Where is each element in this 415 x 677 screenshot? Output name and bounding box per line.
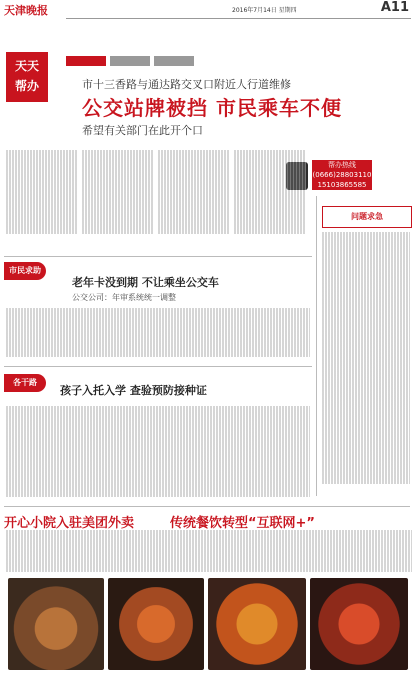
lead-kicker: 市十三香路与通达路交叉口附近人行道维修 <box>82 78 291 91</box>
hotline-title: 帮办热线 <box>328 161 356 169</box>
story2-tag: 市民求助 <box>4 262 46 280</box>
food-photo-4 <box>310 578 408 670</box>
lead-body-column-2 <box>82 150 154 250</box>
section-divider-3 <box>4 506 410 507</box>
lead-headline: 公交站牌被挡 市民乘车不便 <box>82 96 342 120</box>
lead-body-column-1 <box>6 150 78 250</box>
masthead-bar <box>66 0 411 19</box>
story3-headline: 孩子入托入学 查验预防接种证 <box>60 384 207 397</box>
bottom-body <box>6 530 412 574</box>
hotline-box <box>312 160 372 190</box>
lead-body-column-4 <box>234 150 306 250</box>
section-label-line1: 天天 <box>14 59 39 73</box>
sidebar-body <box>322 232 410 502</box>
sidebar-header: 问题求急 <box>322 206 412 228</box>
story2-subhead: 公交公司：年审系统统一调整 <box>72 293 176 302</box>
column-divider <box>316 196 317 496</box>
issue-date: 2016年7月14日 星期四 <box>232 7 297 14</box>
lead-subhead: 希望有关部门在此开个口 <box>82 124 203 137</box>
bottom-left-headline: 开心小院入驻美团外卖 <box>4 516 135 531</box>
food-photo-1 <box>8 578 104 670</box>
bus-illustration <box>66 54 256 68</box>
food-photo-2 <box>108 578 204 670</box>
story3-tag: 各干路 <box>4 374 46 392</box>
section-label <box>6 52 48 102</box>
section-label-line2: 帮办 <box>14 79 39 93</box>
masthead-logo: 天津晚报 <box>4 4 48 17</box>
food-photo-3 <box>208 578 306 670</box>
hotline-number-1: (0666)28803110 <box>312 171 372 179</box>
story2-body <box>6 308 310 362</box>
section-divider-2 <box>4 366 312 367</box>
page-number: A11 <box>380 0 409 15</box>
story3-body <box>6 406 310 502</box>
story2-headline: 老年卡没到期 不让乘坐公交车 <box>72 276 219 289</box>
hotline-number-2: 15103865585 <box>317 181 367 189</box>
lead-body-column-3 <box>158 150 230 250</box>
section-divider <box>4 256 312 257</box>
bottom-right-headline: 传统餐饮转型“互联网+” <box>170 516 315 531</box>
